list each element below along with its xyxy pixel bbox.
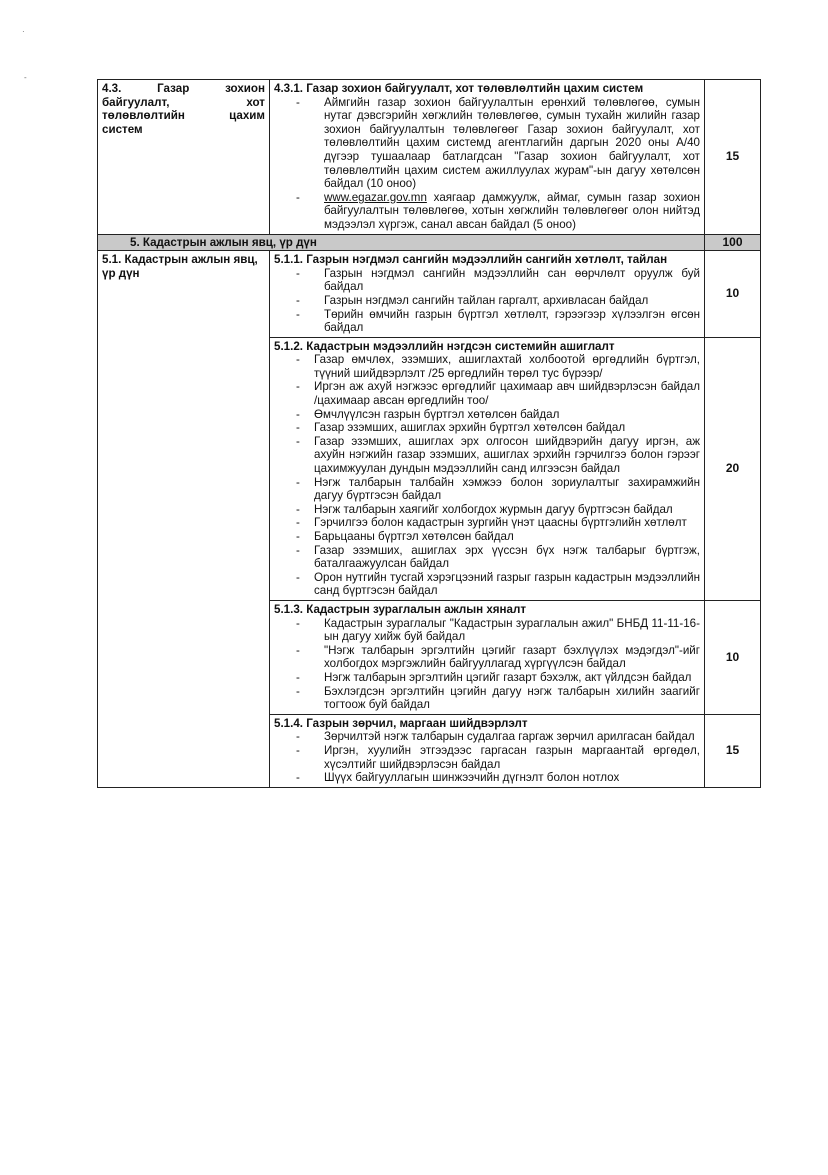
criteria-title-5-1-3: 5.1.3. Кадастрын зураглалын ажлын хяналт	[274, 602, 527, 616]
criteria-list-5-1-1	[274, 267, 700, 335]
list-item: - Газар эзэмших, ашиглах эрхийн бүртгэл хөтөлсөн байдал	[274, 421, 700, 435]
list-item: - Нэгж талбарын хаягийг холбогдох журмын дагуу бүртгэсэн байдал	[274, 503, 700, 517]
criteria-cell-5-1-1	[270, 251, 705, 338]
score-5-1-2: 20	[705, 337, 761, 600]
criteria-list-5-1-4	[274, 730, 700, 784]
list-item: - Орон нутгийн тусгай хэрэгцээний газрыг газрын кадастрын мэдээллийн санд бүртгэсэн байдал	[274, 571, 700, 598]
list-item: - Газрын нэгдмэл сангийн мэдээллийн сан өөрчлөлт оруулж буй байдал	[274, 267, 700, 294]
criteria-cell-4-3-1	[270, 80, 705, 235]
list-item: - Зөрчилтэй нэгж талбарын судалгаа гаргаж зөрчил арилгасан байдал	[274, 730, 700, 744]
list-item: - Төрийн өмчийн газрын бүртгэл хөтлөлт, гэрээгээр хүлээлгэн өгсөн байдал	[274, 308, 700, 335]
section-5-row	[98, 234, 761, 251]
section-5-title: 5. Кадастрын ажлын явц, үр дүн	[98, 234, 705, 251]
egazar-link[interactable]: www.egazar.gov.mn	[324, 190, 427, 204]
list-item: - Газар эзэмших, ашиглах эрх олгосон шийдвэрийн дагуу иргэн, аж ахуйн нэгжийн газар эзэмших, ашиглах эрхийн гэрчилгээ болон гэрээг цахимжуулан дундын мэдээллийн санд илгээсэн байдал	[274, 435, 700, 476]
list-item: - Гэрчилгээ болон кадастрын зургийн үнэт цаасны бүртгэлийн хөтлөлт	[274, 516, 700, 530]
list-item: - Шүүх байгууллагын шинжээчийн дүгнэлт болон нотлох	[274, 771, 700, 785]
section-5-score: 100	[705, 234, 761, 251]
row-4-3	[98, 80, 761, 235]
list-item-text: хаягаар дамжуулж, аймаг, сумын газар зохион байгуулалтын төлөвлөгөө, хотын хөгжлийн төлөвлөгөөг олон нийтэд мэдээлэл хүргэж, санал авсан байдал (5 оноо)	[324, 190, 700, 231]
list-item: - Бэхлэгдсэн эргэлтийн цэгийн дагуу нэгж талбарын хилийн заагийг тогтоож буй байдал	[274, 685, 700, 712]
scan-speck: -	[24, 73, 27, 82]
list-item: - Кадастрын зураглалыг "Кадастрын зураглалын ажил" БНБД 11-11-16-ын дагуу хийж буй байдал	[274, 617, 700, 644]
left-label-4-3: 4.3. Газар зохион байгуулалт, хот төлөвлөлтийн цахим систем	[98, 80, 270, 235]
criteria-cell-5-1-4	[270, 714, 705, 787]
list-item	[274, 191, 700, 232]
criteria-list-4-3-1	[274, 96, 700, 232]
criteria-list-5-1-2	[274, 353, 700, 598]
criteria-title-5-1-2: 5.1.2. Кадастрын мэдээллийн нэгдсэн системийн ашиглалт	[274, 339, 615, 353]
list-item: - Иргэн аж ахуй нэгжээс өргөдлийг цахимаар авч шийдвэрлэсэн байдал /цахимаар авсан өргөдлийн тоо/	[274, 380, 700, 407]
list-item: - Барьцааны бүртгэл хөтөлсөн байдал	[274, 530, 700, 544]
criteria-title-4-3-1: 4.3.1. Газар зохион байгуулалт, хот төлөвлөлтийн цахим систем	[274, 82, 644, 95]
score-5-1-4: 15	[705, 714, 761, 787]
list-item: - Нэгж талбарын талбайн хэмжээ болон зориулалтыг захирамжийн дагуу бүртгэсэн байдал	[274, 476, 700, 503]
list-item: - Газрын нэгдмэл сангийн тайлан гаргалт, архивласан байдал	[274, 294, 700, 308]
list-item: - Өмчлүүлсэн газрын бүртгэл хөтөлсөн байдал	[274, 408, 700, 422]
list-item: - Газар өмчлөх, эзэмших, ашиглахтай холбоотой өргөдлийн бүртгэл, түүний шийдвэрлэлт /25 өргөдлийн төрөл тус бүрээр/	[274, 353, 700, 380]
criteria-cell-5-1-3	[270, 600, 705, 714]
left-label-5-1: 5.1. Кадастрын ажлын явц, үр дүн	[98, 251, 270, 788]
list-item: - Иргэн, хуулийн этгээдээс гаргасан газрын маргаантай өргөдөл, хүсэлтийг шийдвэрлэсэн байдал	[274, 744, 700, 771]
score-5-1-3: 10	[705, 600, 761, 714]
list-item: - Аймгийн газар зохион байгуулалтын ерөнхий төлөвлөгөө, сумын нутаг дэвсгэрийн хөгжлийн төлөвлөгөө, сумын тухайн жилийн газар зохион байгуулалтын төлөвлөгөөг Газар зохион байгуулалт, хот төлөвлөлтийн цахим системд агентлагийн даргын 2020 оны А/40 дүгээр тушаалаар батлагдсан "Газар зохион байгуулалт, хот төлөвлөлтийн цахим систем ажиллуулах журам"-ын дагуу хөтөлсөн байдал (10 оноо)	[274, 96, 700, 191]
list-item: - "Нэгж талбарын эргэлтийн цэгийг газарт бэхлүүлэх мэдэгдэл"-ийг холбогдох мэргэжлийн байгууллагад хүргүүлсэн байдал	[274, 644, 700, 671]
list-item: - Нэгж талбарын эргэлтийн цэгийг газарт бэхэлж, акт үйлдсэн байдал	[274, 671, 700, 685]
score-5-1-1: 10	[705, 251, 761, 338]
criteria-title-5-1-1: 5.1.1. Газрын нэгдмэл сангийн мэдээллийн сангийн хөтлөлт, тайлан	[274, 253, 668, 267]
scan-speck: ·	[22, 27, 25, 36]
score-4-3: 15	[705, 80, 761, 235]
criteria-list-5-1-3	[274, 617, 700, 712]
criteria-cell-5-1-2	[270, 337, 705, 600]
list-item: - Газар эзэмших, ашиглах эрх үүссэн бүх нэгж талбарыг бүртгэж, баталгаажуулсан байдал	[274, 544, 700, 571]
evaluation-table	[97, 79, 761, 788]
row-5-1-1	[98, 251, 761, 338]
criteria-title-5-1-4: 5.1.4. Газрын зөрчил, маргаан шийдвэрлэлт	[274, 716, 528, 730]
